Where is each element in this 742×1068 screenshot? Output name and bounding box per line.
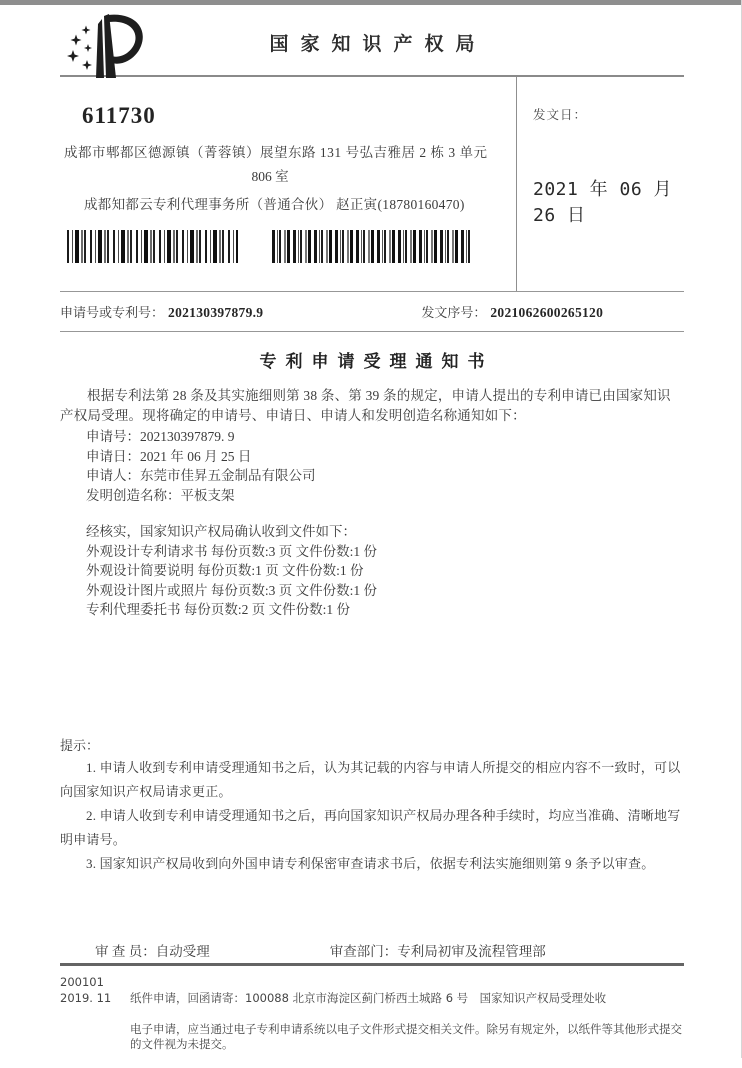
- received-item: 专利代理委托书 每份页数:2 页 文件份数:1 份: [86, 602, 351, 617]
- issue-date-box: [516, 77, 684, 291]
- barcode-application: [67, 230, 238, 263]
- intro-paragraph: 根据专利法第 28 条及其实施细则第 38 条、第 39 条的规定，申请人提出的专利申请已由国家知识产权局受理。现将确定的申请号、申请日、申请人和发明创造名称通知如下：: [60, 388, 671, 423]
- examiner-label: 审 查 员：: [95, 943, 156, 959]
- received-documents: [86, 522, 684, 620]
- footer-instructions: [130, 975, 684, 1068]
- serial-number-label: 发文序号：: [421, 305, 487, 320]
- notes-section: [60, 736, 684, 876]
- note-item-1: 1. 申请人收到专利申请受理通知书之后，认为其记载的内容与申请人所提交的相应内容不一致时，可以向国家知识产权局请求更正。: [60, 759, 681, 799]
- note-item-3: 3. 国家知识产权局收到向外国申请专利保密审查请求书后，依据专利法实施细则第 9 条予以审查。: [86, 855, 655, 871]
- footer-form-codes: [60, 975, 130, 1068]
- document-title: 专利申请受理通知书: [259, 352, 494, 372]
- document-header: [60, 5, 684, 75]
- department-value: 专利局初审及流程管理部: [397, 943, 546, 959]
- signoff-row: [60, 940, 684, 960]
- cnipa-logo-icon: [42, 8, 167, 86]
- agency-name: 国家知识产权局: [269, 33, 487, 55]
- received-intro: 经核实，国家知识产权局确认收到文件如下：: [86, 524, 356, 539]
- field-applicant: 申请人：东莞市佳昇五金制品有限公司: [86, 468, 316, 483]
- note-item-2: 2. 申请人收到专利申请受理通知书之后，再向国家知识产权局办理各种手续时，均应当准确、清晰地写明申请号。: [60, 807, 681, 847]
- serial-number-value: 2021062600265120: [490, 305, 604, 320]
- examiner-value: 自动受理: [155, 943, 210, 959]
- notes-title: 提示：: [60, 737, 100, 753]
- issue-date-label: 发文日：: [533, 108, 588, 122]
- paper-filing-instruction: 纸件申请，回函请寄：100088 北京市海淀区蓟门桥西土城路 6 号 国家知识产权局受理处收: [130, 990, 607, 1005]
- examiner: [95, 940, 210, 960]
- recipient-and-issue-block: [60, 75, 684, 292]
- application-number: [60, 302, 263, 321]
- received-item: 外观设计简要说明 每份页数:1 页 文件份数:1 份: [86, 563, 364, 578]
- form-code: 2019. 11: [60, 990, 112, 1005]
- recipient-address-line2: 806 室: [251, 169, 289, 184]
- application-fields: [86, 427, 684, 505]
- document-body: [60, 386, 684, 620]
- patent-agency-line: 成都知都云专利代理事务所（普通合伙） 赵正寅(18780160470): [84, 197, 465, 212]
- form-code: 200101: [60, 975, 104, 989]
- recipient-address-line1: 成都市郫都区德源镇（菁蓉镇）展望东路 131 号弘吉雅居 2 栋 3 单元: [64, 145, 488, 160]
- footer-divider: [60, 963, 684, 966]
- issue-date-value: 2021 年 06 月 26 日: [533, 179, 673, 226]
- barcode-serial: [272, 230, 473, 263]
- received-item: 外观设计图片或照片 每份页数:3 页 文件份数:1 份: [86, 582, 378, 598]
- notice-page: [0, 5, 741, 960]
- serial-number: [421, 302, 603, 321]
- field-filing-date: 申请日：2021 年 06 月 25 日: [86, 448, 252, 464]
- field-invention-title: 发明创造名称：平板支架: [86, 487, 235, 503]
- document-footer: [60, 963, 684, 1058]
- application-number-value: 202130397879.9: [168, 305, 264, 320]
- e-filing-instruction: 电子申请，应当通过电子专利申请系统以电子文件形式提交相关文件。除另有规定外，以纸件等其他形式提交的文件视为未提交。: [130, 1021, 682, 1051]
- postal-code: 611730: [82, 103, 156, 128]
- received-item: 外观设计专利请求书 每份页数:3 页 文件份数:1 份: [86, 543, 378, 559]
- application-number-label: 申请号或专利号：: [60, 305, 165, 320]
- field-application-no: 申请号：202130397879. 9: [86, 429, 235, 444]
- examining-department: [330, 940, 546, 960]
- footer-content: [60, 975, 684, 1068]
- document-numbers-row: [60, 292, 684, 332]
- department-label: 审查部门：: [329, 943, 398, 959]
- recipient-block: [60, 77, 516, 291]
- barcode-row: [67, 230, 516, 263]
